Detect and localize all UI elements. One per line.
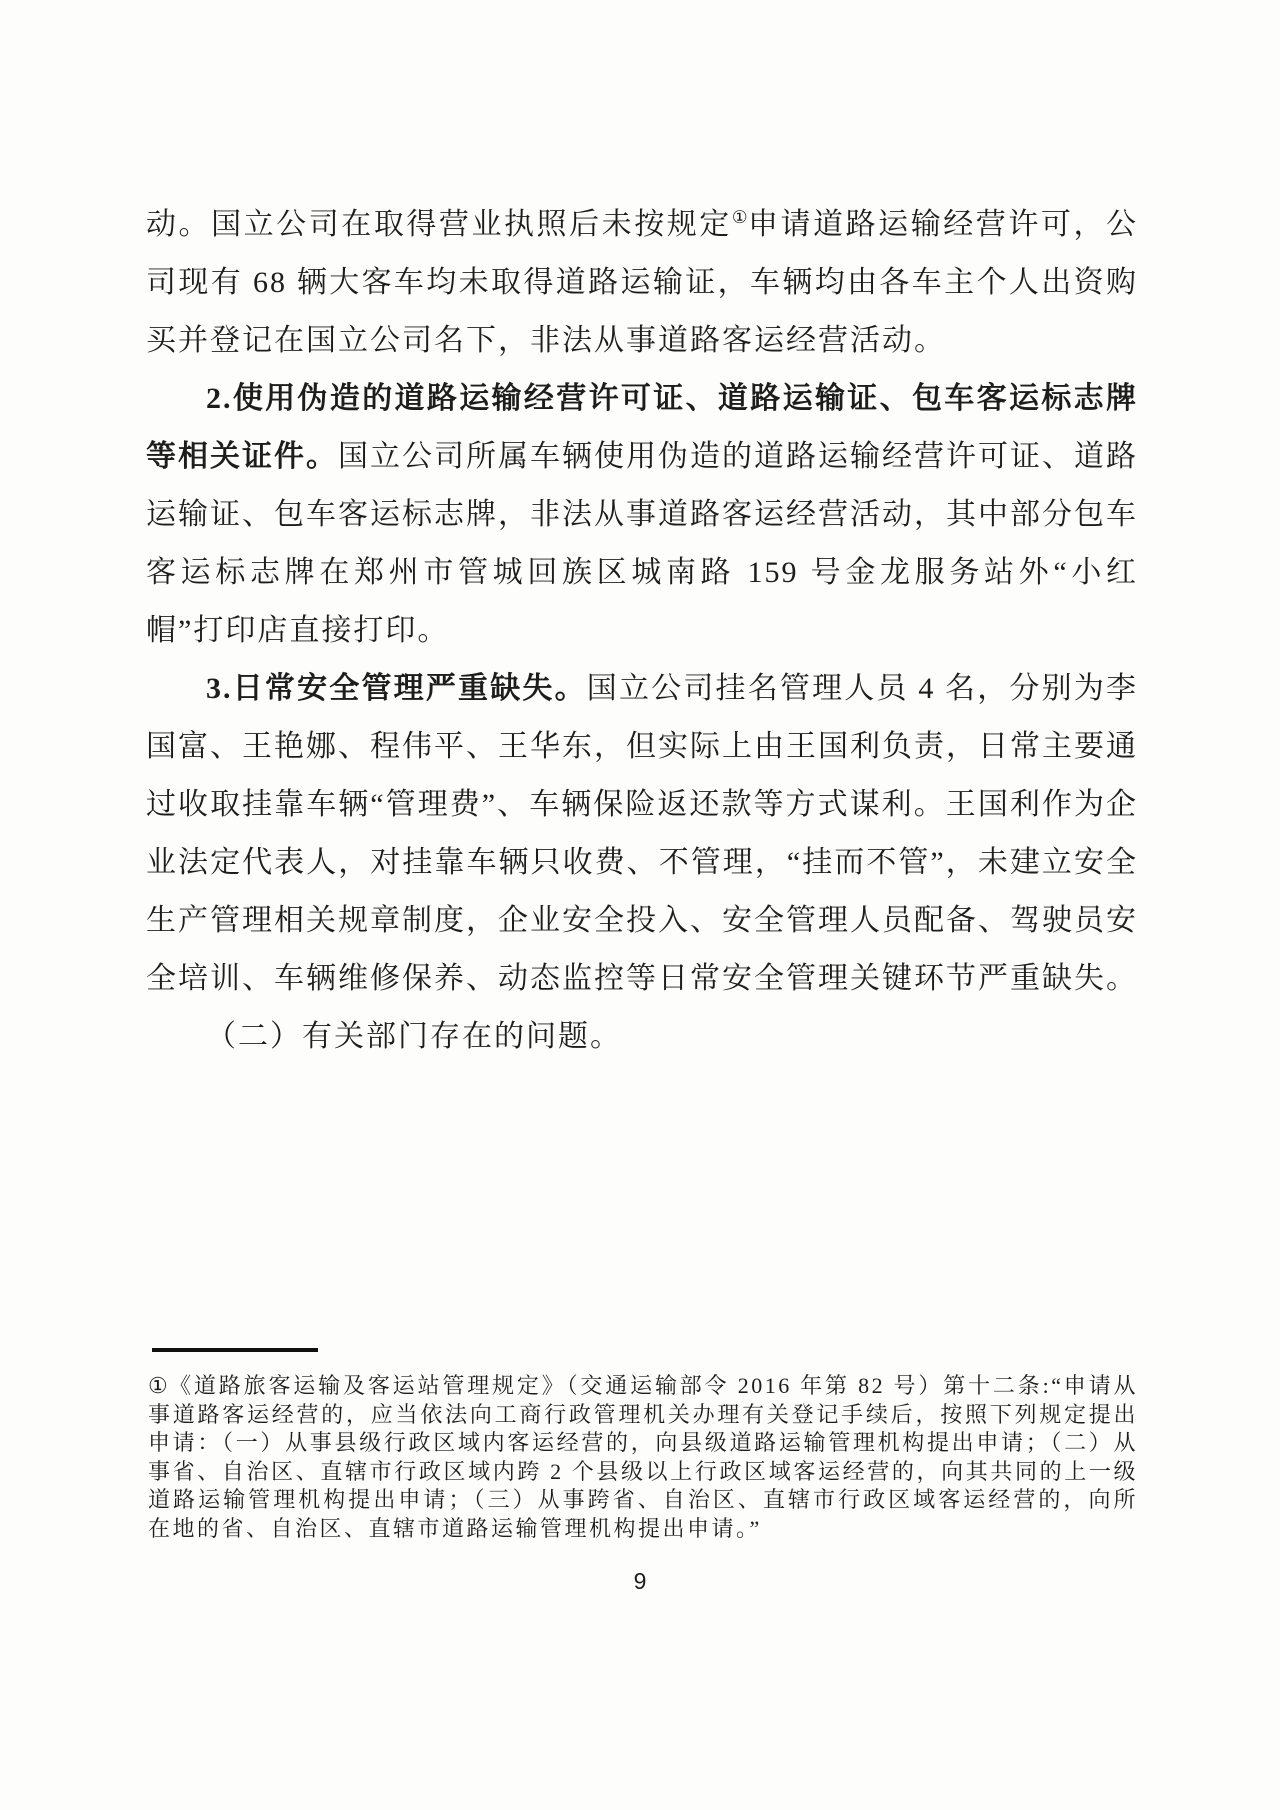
item-2-heading: 2.使用伪造的道路运输经营许可证、道路运输证、包车客运标志牌等相关证件。 [146,382,1138,473]
footnote-text: 《道路旅客运输及客运站管理规定》（交通运输部令 2016 年第 82 号）第十二条:“申请从事道路客运经营的，应当依法向工商行政管理机关办理有关登记手续后，按照下列规定提出申请：（一）从事县级行政区域内客运经营的，向县级道路运输管理机构提出申请；（二）从事省、自治区、直辖市行政区域内跨 2 个县级以上行政区域客运经营的，向其共同的上一级道路运输管理机构提出申请；（三）从事跨省、自治区、直辖市行政区域客运经营的，向所在地的省、自治区、直辖市道路运输管理机构提出申请。” [148,1373,1138,1541]
paragraph-item-3 [146,660,1138,1008]
page-number: 9 [633,1568,647,1594]
paragraph-section-2: （二）有关部门存在的问题。 [206,1020,622,1053]
body-text-run: 国立公司挂名管理人员 4 名，分别为李国富、王艳娜、程伟平、王华东，但实际上由王国利负责，日常主要通过收取挂靠车辆“管理费”、车辆保险返还款等方式谋利。王国利作为企业法定代表人，对挂靠车辆只收费、不管理，“挂而不管”，未建立安全生产管理相关规章制度，企业安全投入、安全管理人员配备、驾驶员安全培训、车辆维修保养、动态监控等日常安全管理关键环节严重缺失。 [146,672,1139,995]
body-text-run: 申请道路运输经营许可，公司现有 68 辆大客车均未取得道路运输证，车辆均由各车主个人出资购买并登记在国立公司名下，非法从事道路客运经营活动。 [146,208,1138,357]
footnote [148,1372,1138,1543]
paragraph-continuation [146,196,1138,370]
footnote-ref-marker: ① [731,207,748,227]
body-text-run: 国立公司所属车辆使用伪造的道路运输经营许可证、道路运输证、包车客运标志牌，非法从事道路客运经营活动，其中部分包车客运标志牌在郑州市管城回族区城南路 159 号金龙服务站外“小红帽”打印店直接打印。 [146,440,1138,647]
document-body [146,196,1138,1066]
item-3-heading: 3.日常安全管理严重缺失。 [206,672,587,705]
paragraph-item-2 [146,370,1138,660]
footnote-marker: ① [148,1373,170,1398]
body-text-run: 动。国立公司在取得营业执照后未按规定 [146,208,732,241]
footnote-separator [152,1348,318,1352]
